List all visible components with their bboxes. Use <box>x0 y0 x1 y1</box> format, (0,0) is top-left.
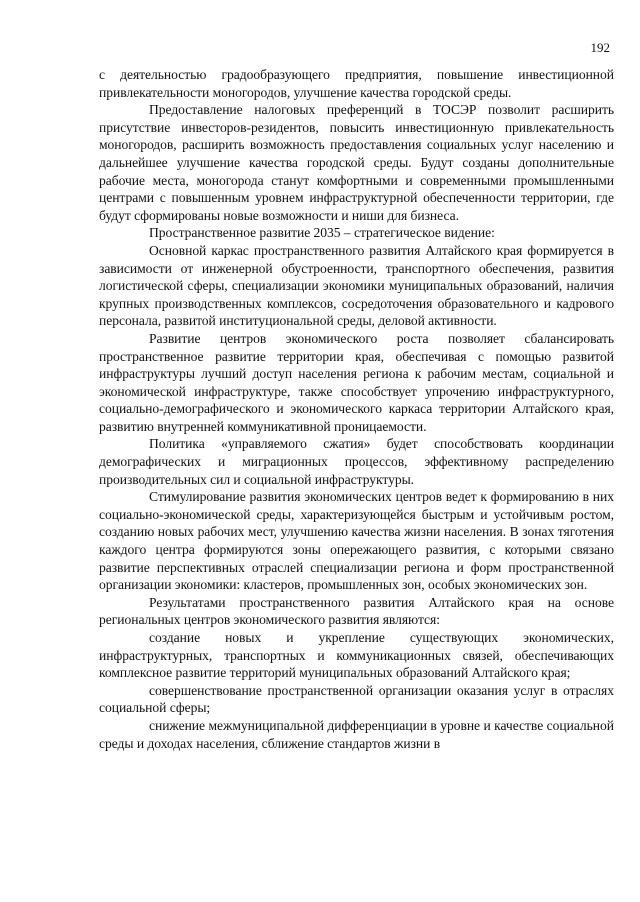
paragraph-results-intro: Результатами пространственного развития Алтайского края на основе региональных центров экономического развития являются: <box>99 594 614 628</box>
paragraph-stimulation: Стимулирование развития экономических центров ведет к формированию в них социально-экономической среды, характеризующейся быстрым и устойчивым ростом, созданию новых рабочих мест, улучшению качества жизни населения. В зонах тяготения каждого центра формируются зоны опережающего развития, с которыми связано развитие перспективных отраслей специализации региона и форм пространственной организации экономики: кластеров, промышленных зон, особых экономических зон. <box>99 489 614 593</box>
paragraph-spatial-framework: Основной каркас пространственного развития Алтайского края формируется в зависимости от инженерной обустроенности, транспортного обеспечения, развития логистической сферы, специализации экономики муниципальных образований, наличия крупных производственных комплексов, сосредоточения образовательного и кадрового персонала, развитой институциональной среды, деловой активности. <box>99 242 614 329</box>
paragraph-tax-preferences: Предоставление налоговых преференций в ТОСЭР позволит расширить присутствие инвесторов-резидентов, повысить инвестиционную привлекательность моногородов, расширить возможность предоставления социальных услуг населению и дальнейшее улучшение качества городской среды. Будут созданы дополнительные рабочие места, моногорода станут комфортными и современными промышленными центрами с повышенным уровнем инфраструктурной обеспеченности территории, где будут сформированы новые возможности и ниши для бизнеса. <box>99 102 614 223</box>
paragraph-continuation: с деятельностью градообразующего предприятия, повышение инвестиционной привлекательности моногородов, улучшение качества городской среды. <box>99 67 614 100</box>
page-number: 192 <box>590 40 610 55</box>
list-item-improvement: совершенствование пространственной организации оказания услуг в отраслях социальной сферы; <box>99 682 614 716</box>
paragraph-managed-compression: Политика «управляемого сжатия» будет способствовать координации демографических и миграционных процессов, эффективному распределению производительных сил и социальной инфраструктуры. <box>99 436 614 487</box>
paragraph-growth-centers: Развитие центров экономического роста позволяет сбалансировать пространственное развитие территории края, обеспечивая с помощью развитой инфраструктуры лучший доступ населения региона к рабочим местам, социальной и экономической инфраструктуре, также способствует упрочению инфраструктурного, социально-демографического и экономического каркаса территории Алтайского края, развитию внутренней коммуникативной проницаемости. <box>99 330 614 434</box>
list-item-creation: создание новых и укрепление существующих экономических, инфраструктурных, транспортных и коммуникационных связей, обеспечивающих комплексное развитие территорий муниципальных образований Алтайского края; <box>99 630 614 681</box>
list-item-reduction: снижение межмуниципальной дифференциации в уровне и качестве социальной среды и доходах населения, сближение стандартов жизни в <box>99 717 614 751</box>
document-body <box>99 66 614 752</box>
paragraph-vision-heading: Пространственное развитие 2035 – стратегическое видение: <box>149 225 495 241</box>
